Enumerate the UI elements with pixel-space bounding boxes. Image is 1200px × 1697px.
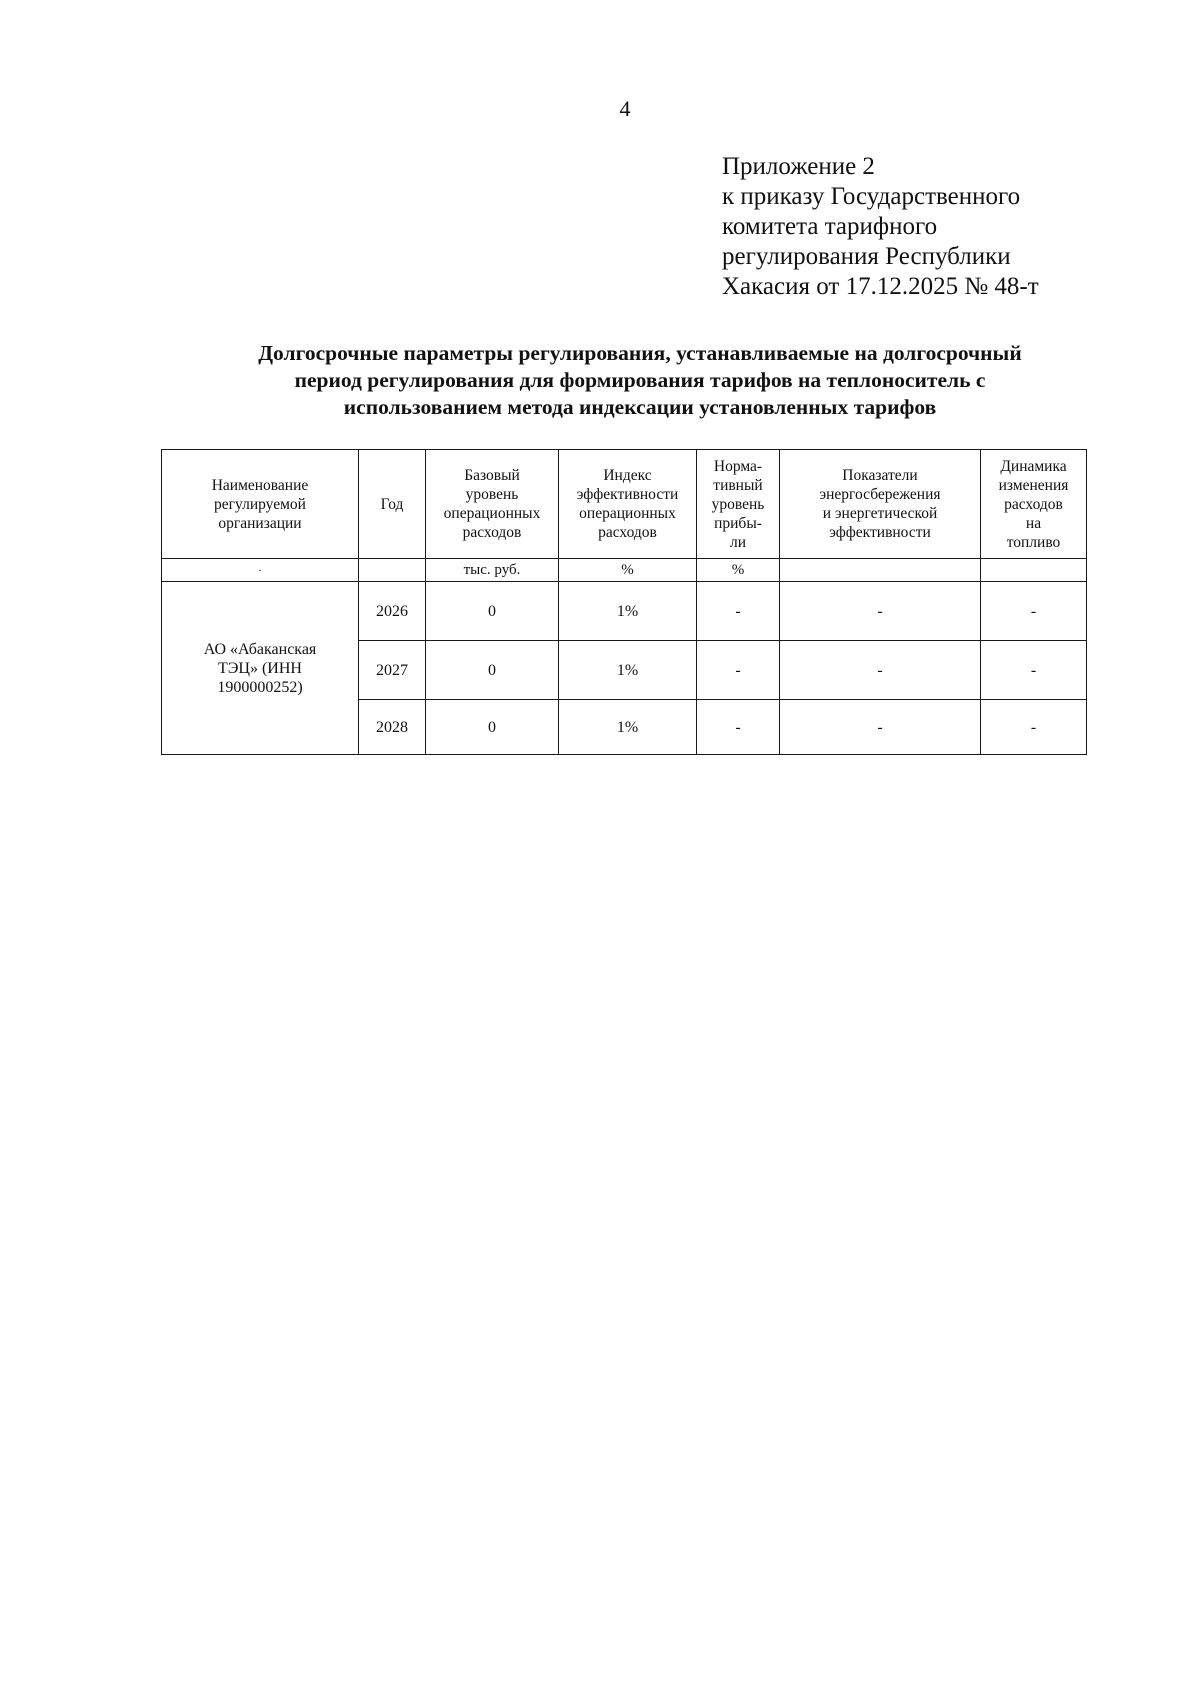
unit-fuel-dynamics	[981, 559, 1087, 582]
title-line: период регулирования для формирования тарифов на теплоноситель с	[294, 368, 986, 392]
cell-text-line: Показатели	[842, 467, 918, 484]
header-energy-indicators	[780, 450, 981, 559]
cell-text-line: топливо	[1006, 533, 1061, 551]
appendix-line: регулирования Республики	[722, 243, 1011, 270]
header-efficiency-index	[559, 450, 697, 559]
cell-text-line: изменения	[998, 476, 1069, 494]
title-line: Долгосрочные параметры регулирования, устанавливаемые на долгосрочный	[258, 341, 1022, 365]
cell-year: 2027	[359, 641, 426, 700]
appendix-reference	[722, 152, 1039, 302]
header-base-level	[426, 450, 559, 559]
cell-base-level: 0	[426, 641, 559, 700]
cell-text-line: и энергетической	[822, 505, 938, 522]
unit-base-level: тыс. руб.	[426, 559, 559, 582]
cell-normative-profit: -	[697, 582, 780, 641]
cell-text-line: расходов	[462, 524, 522, 541]
cell-text-line: прибы-	[714, 514, 762, 532]
cell-text-line: Индекс	[603, 467, 652, 484]
title-line: использованием метода индексации установленных тарифов	[343, 395, 937, 419]
cell-text-line: на	[1025, 514, 1042, 532]
cell-normative-profit: -	[697, 641, 780, 700]
unit-efficiency-index: %	[559, 559, 697, 582]
cell-text-line: 1900000252)	[217, 678, 303, 696]
cell-year: 2028	[359, 700, 426, 755]
cell-text-line: ТЭЦ» (ИНН	[218, 659, 302, 677]
appendix-line: к приказу Государственного	[722, 183, 1021, 210]
unit-year	[359, 559, 426, 582]
cell-base-level: 0	[426, 582, 559, 641]
cell-efficiency-index: 1%	[559, 582, 697, 641]
table-row	[162, 582, 1087, 641]
page-number: 4	[619, 96, 631, 121]
header-normative-profit	[697, 450, 780, 559]
cell-text-line: уровень	[465, 486, 519, 503]
appendix-line: Хакасия от 17.12.2025 № 48-т	[722, 273, 1039, 300]
cell-text-line: АО «Абаканская	[203, 640, 317, 658]
cell-text-line: Год	[380, 495, 404, 513]
header-year	[359, 450, 426, 559]
cell-energy-indicators: -	[780, 700, 981, 755]
unit-energy-indicators	[780, 559, 981, 582]
document-title	[150, 340, 1130, 421]
parameters-table	[161, 449, 1087, 755]
cell-fuel-dynamics: -	[981, 582, 1087, 641]
cell-text-line: Базовый	[464, 467, 520, 484]
cell-text-line: эффективности	[576, 486, 679, 503]
cell-text-line: операционных	[443, 505, 541, 522]
cell-text-line: Динамика	[1000, 457, 1067, 475]
cell-fuel-dynamics: -	[981, 641, 1087, 700]
cell-efficiency-index: 1%	[559, 700, 697, 755]
cell-normative-profit: -	[697, 700, 780, 755]
cell-text-line: уровень	[711, 495, 765, 513]
header-row	[162, 450, 1087, 559]
appendix-line: Приложение 2	[722, 153, 875, 180]
header-org-name	[162, 450, 359, 559]
header-fuel-dynamics	[981, 450, 1087, 559]
unit-normative-profit: %	[697, 559, 780, 582]
cell-fuel-dynamics: -	[981, 700, 1087, 755]
cell-year: 2026	[359, 582, 426, 641]
cell-text-line: регулируемой	[214, 495, 306, 513]
cell-text-line: расходов	[598, 524, 657, 541]
cell-text-line: Норма-	[713, 457, 763, 475]
cell-text-line: тивный	[713, 476, 763, 494]
cell-text-line: организации	[218, 514, 302, 532]
cell-efficiency-index: 1%	[559, 641, 697, 700]
cell-text-line: ли	[729, 533, 747, 551]
cell-text-line: расходов	[1004, 495, 1063, 513]
units-row	[162, 559, 1087, 582]
unit-org-name: ·	[162, 559, 359, 582]
cell-text-line: Наименование	[211, 476, 309, 494]
cell-base-level: 0	[426, 700, 559, 755]
cell-text-line: операционных	[579, 505, 676, 522]
cell-energy-indicators: -	[780, 641, 981, 700]
cell-energy-indicators: -	[780, 582, 981, 641]
cell-text-line: энергосбережения	[819, 486, 941, 503]
appendix-line: комитета тарифного	[722, 213, 938, 240]
organization-name	[162, 582, 359, 755]
cell-text-line: эффективности	[829, 524, 931, 541]
